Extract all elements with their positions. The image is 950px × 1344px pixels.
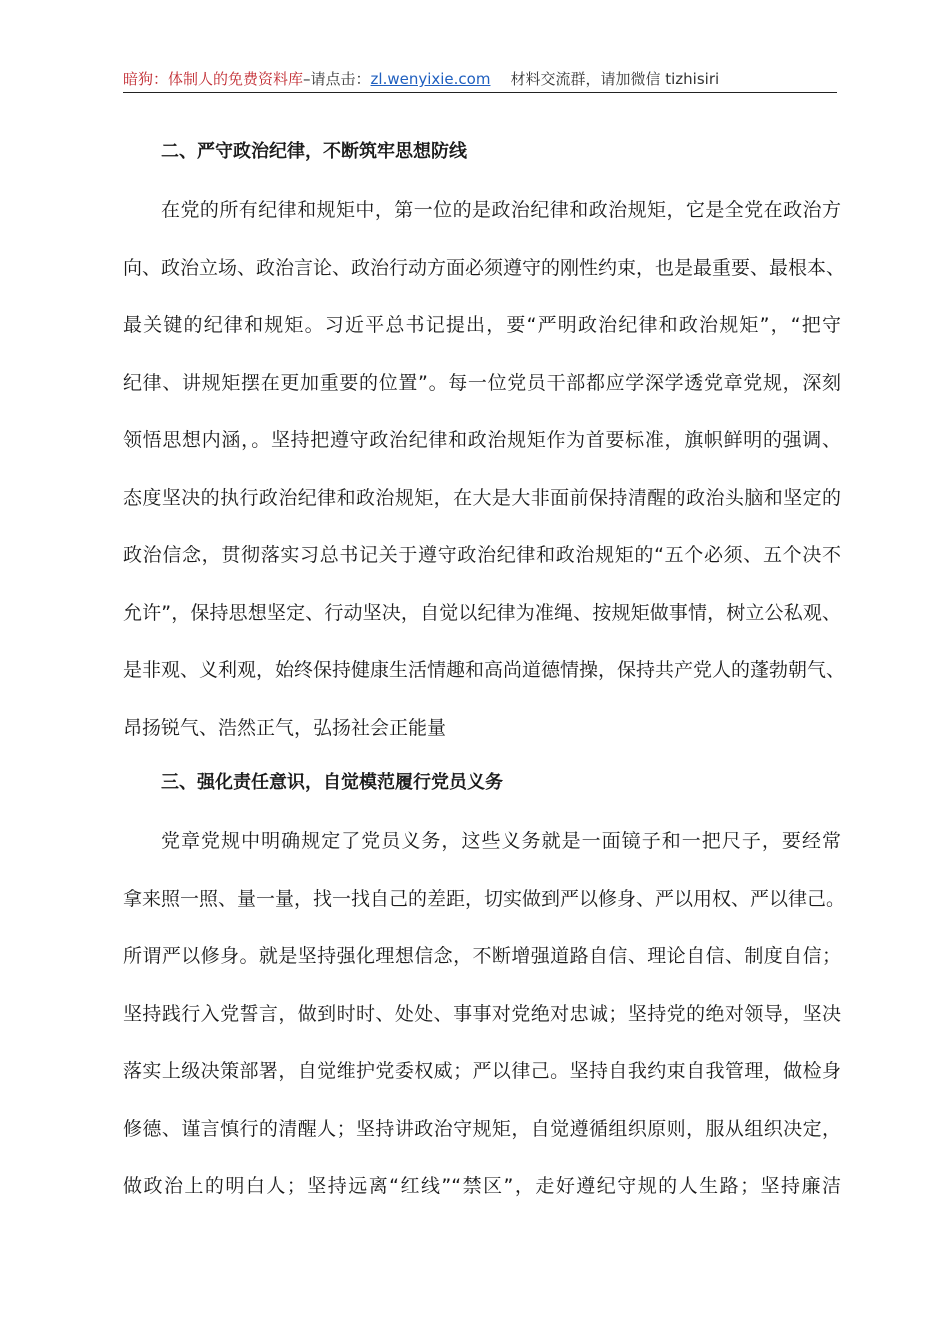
section-2-paragraph [123, 182, 846, 757]
paragraph-line: 拿来照一照、量一量，找一找自己的差距，切实做到严以修身、严以用权、严以律己。 [123, 887, 846, 910]
header-prompt: –请点击： [303, 70, 371, 88]
paragraph-line: 态度坚决的执行政治纪律和政治规矩，在大是大非面前保持清醒的政治头脑和坚定的 [123, 486, 841, 509]
paragraph-line: 落实上级决策部署，自觉维护党委权威；严以律己。坚持自我约束自我管理，做检身 [123, 1060, 841, 1082]
paragraph-line: 允许”，保持思想坚定、行动坚决，自觉以纪律为准绳、按规矩做事情，树立公私观、 [123, 601, 841, 624]
paragraph-line: 最关键的纪律和规矩。习近平总书记提出，要“严明政治纪律和政治规矩”，“把守 [123, 314, 841, 336]
paragraph-line: 领悟思想内涵，。坚持把遵守政治纪律和政治规矩作为首要标准，旗帜鲜明的强调、 [123, 429, 841, 451]
section-3-paragraph [123, 813, 846, 1216]
header-wechat: 材料交流群，请加微信 tizhisiri [510, 70, 720, 88]
page-header [123, 68, 837, 93]
paragraph-line: 政治信念，贯彻落实习总书记关于遵守政治纪律和政治规矩的“五个必须、五个决不 [123, 544, 841, 566]
paragraph-line: 修德、谨言慎行的清醒人；坚持讲政治守规矩，自觉遵循组织原则，服从组织决定， [123, 1117, 841, 1140]
section-heading-2: 二、严守政治纪律，不断筑牢思想防线 [161, 141, 467, 162]
section-heading-3: 三、强化责任意识，自觉模范履行党员义务 [161, 772, 503, 793]
paragraph-line: 纪律、讲规矩摆在更加重要的位置”。每一位党员干部都应学深学透党章党规，深刻 [123, 371, 841, 394]
header-brand: 暗狗：体制人的免费资料库 [123, 70, 304, 88]
paragraph-line: 坚持践行入党誓言，做到时时、处处、事事对党绝对忠诚；坚持党的绝对领导，坚决 [123, 1002, 841, 1025]
header-link[interactable]: zl.wenyixie.com [370, 70, 491, 88]
paragraph-line: 昂扬锐气、浩然正气，弘扬社会正能量 [123, 716, 447, 739]
paragraph-line: 向、政治立场、政治言论、政治行动方面必须遵守的刚性约束，也是最重要、最根本、 [123, 256, 846, 279]
paragraph-line: 所谓严以修身。就是坚持强化理想信念，不断增强道路自信、理论自信、制度自信； [123, 945, 841, 967]
document-body [123, 126, 846, 1216]
paragraph-line: 在党的所有纪律和规矩中，第一位的是政治纪律和政治规矩，它是全党在政治方 [161, 199, 841, 221]
paragraph-line: 党章党规中明确规定了党员义务，这些义务就是一面镜子和一把尺子，要经常 [161, 830, 841, 852]
paragraph-line: 是非观、义利观，始终保持健康生活情趣和高尚道德情操，保持共产党人的蓬勃朝气、 [123, 659, 846, 681]
paragraph-line: 做政治上的明白人；坚持远离“红线”“禁区”，走好遵纪守规的人生路；坚持廉洁 [123, 1175, 841, 1197]
